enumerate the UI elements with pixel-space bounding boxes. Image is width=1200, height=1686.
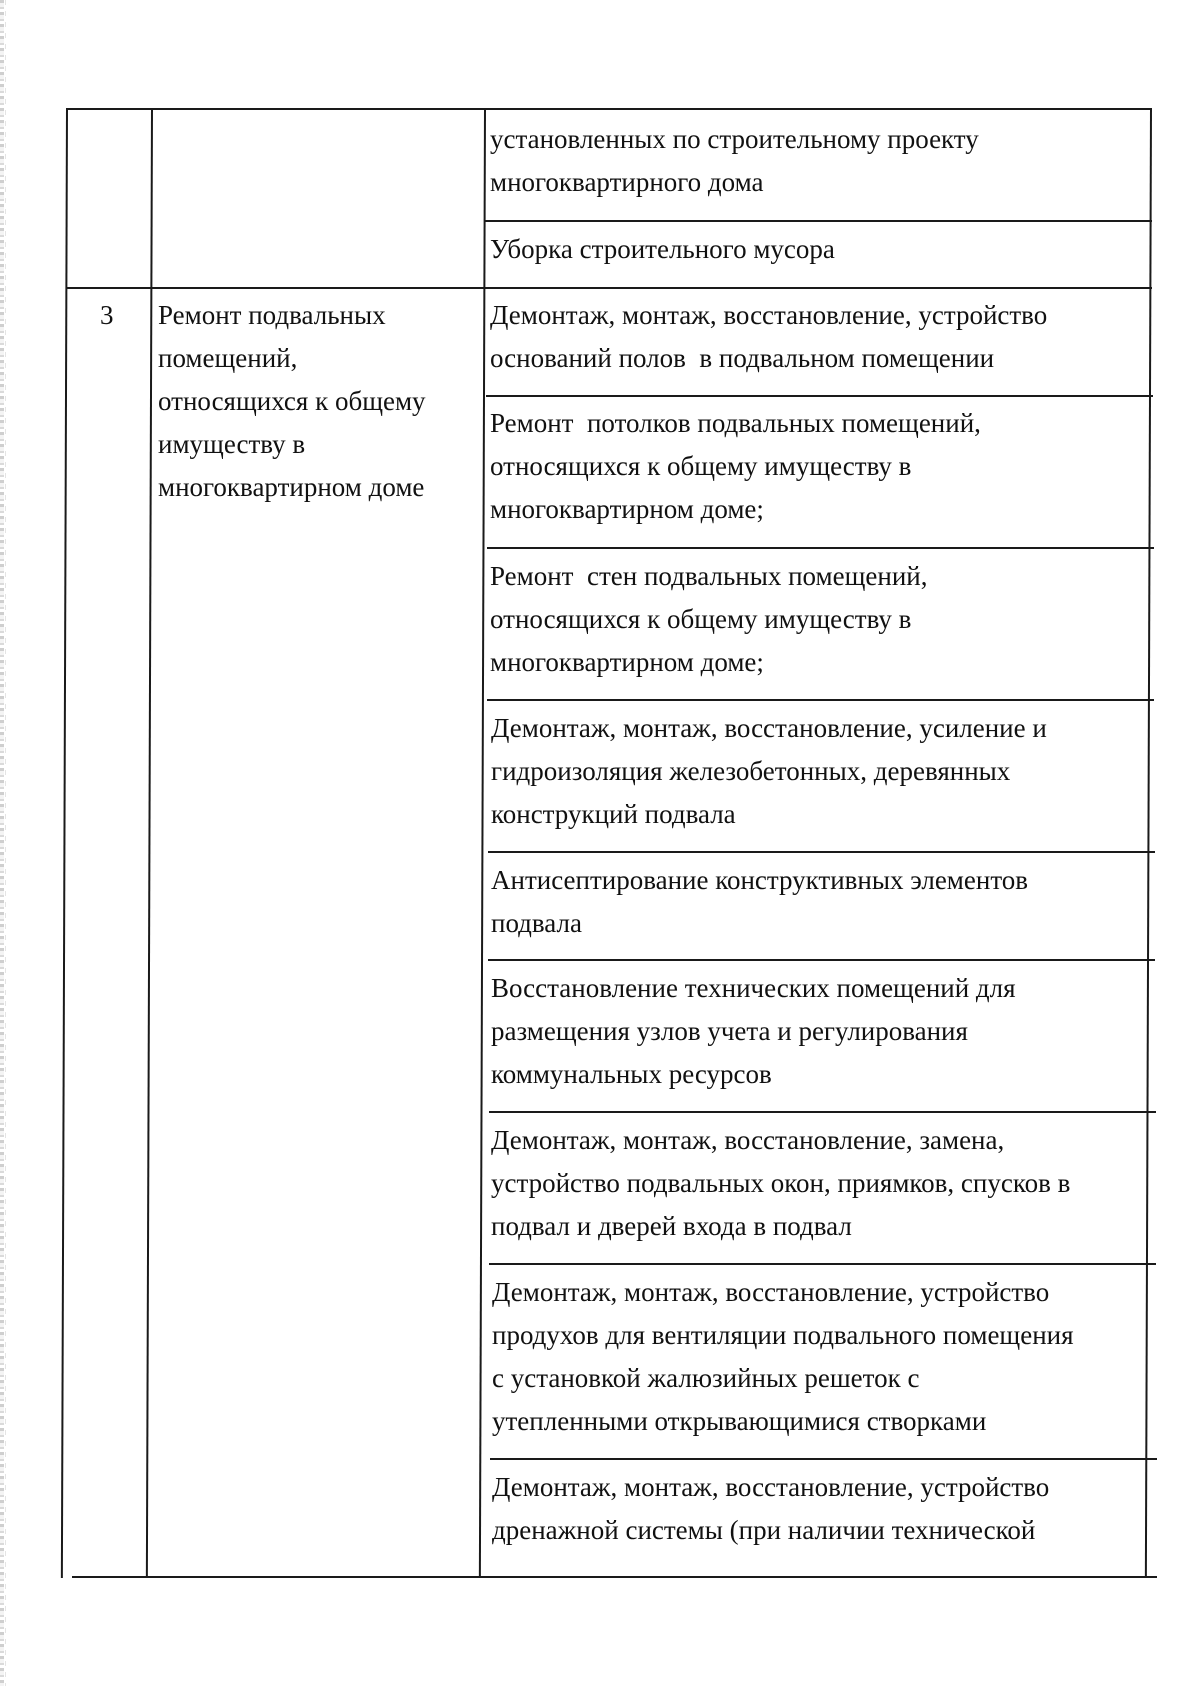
work-separator: [485, 220, 1152, 222]
work-separator: [489, 1263, 1156, 1265]
work-item: Демонтаж, монтаж, восстановление, устройство оснований полов в подвальном помещении: [490, 300, 1048, 373]
work-item: Демонтаж, монтаж, восстановление, усиление и гидроизоляция железобетонных, деревянных конструкций подвала: [491, 713, 1047, 829]
table-bottom-border: [72, 1576, 1157, 1578]
work-item: Демонтаж, монтаж, восстановление, устройство продухов для вентиляции подвального помещения с установкой жалюзийных решеток с утепленными открывающимися створками: [492, 1277, 1074, 1436]
work-separator: [488, 959, 1155, 961]
work-separator: [489, 1111, 1156, 1113]
work-separator: [488, 851, 1155, 853]
work-item: Ремонт потолков подвальных помещений, относящихся к общему имуществу в многоквартирном доме;: [490, 408, 981, 524]
row-separator-main: [67, 287, 1152, 289]
work-separator: [487, 547, 1154, 549]
work-item: Ремонт стен подвальных помещений, относящихся к общему имуществу в многоквартирном доме;: [490, 561, 928, 677]
column-divider-number: [146, 108, 153, 1578]
row-name-cell: Ремонт подвальных помещений, относящихся к общему имуществу в многоквартирном доме: [158, 300, 426, 502]
work-item: Восстановление технических помещений для размещения узлов учета и регулирования коммунальных ресурсов: [491, 973, 1016, 1089]
scan-edge-artifact-secondary: [5, 0, 6, 1686]
row-number-cell: 3: [100, 300, 114, 330]
work-item: Демонтаж, монтаж, восстановление, замена, устройство подвальных окон, приямков, спусков в подвал и дверей входа в подвал: [491, 1125, 1071, 1241]
work-item: Антисептирование конструктивных элементов подвала: [491, 865, 1029, 938]
work-separator: [490, 1458, 1157, 1460]
work-separator: [486, 395, 1153, 397]
scan-edge-artifact: [0, 0, 4, 1686]
work-separator: [487, 699, 1154, 701]
work-item: Уборка строительного мусора: [490, 234, 835, 264]
work-item: Демонтаж, монтаж, восстановление, устройство дренажной системы (при наличии технической: [492, 1472, 1050, 1545]
work-item: установленных по строительному проекту многоквартирного дома: [490, 124, 979, 197]
table-left-border: [61, 108, 68, 1578]
table-top-border: [66, 108, 1150, 110]
